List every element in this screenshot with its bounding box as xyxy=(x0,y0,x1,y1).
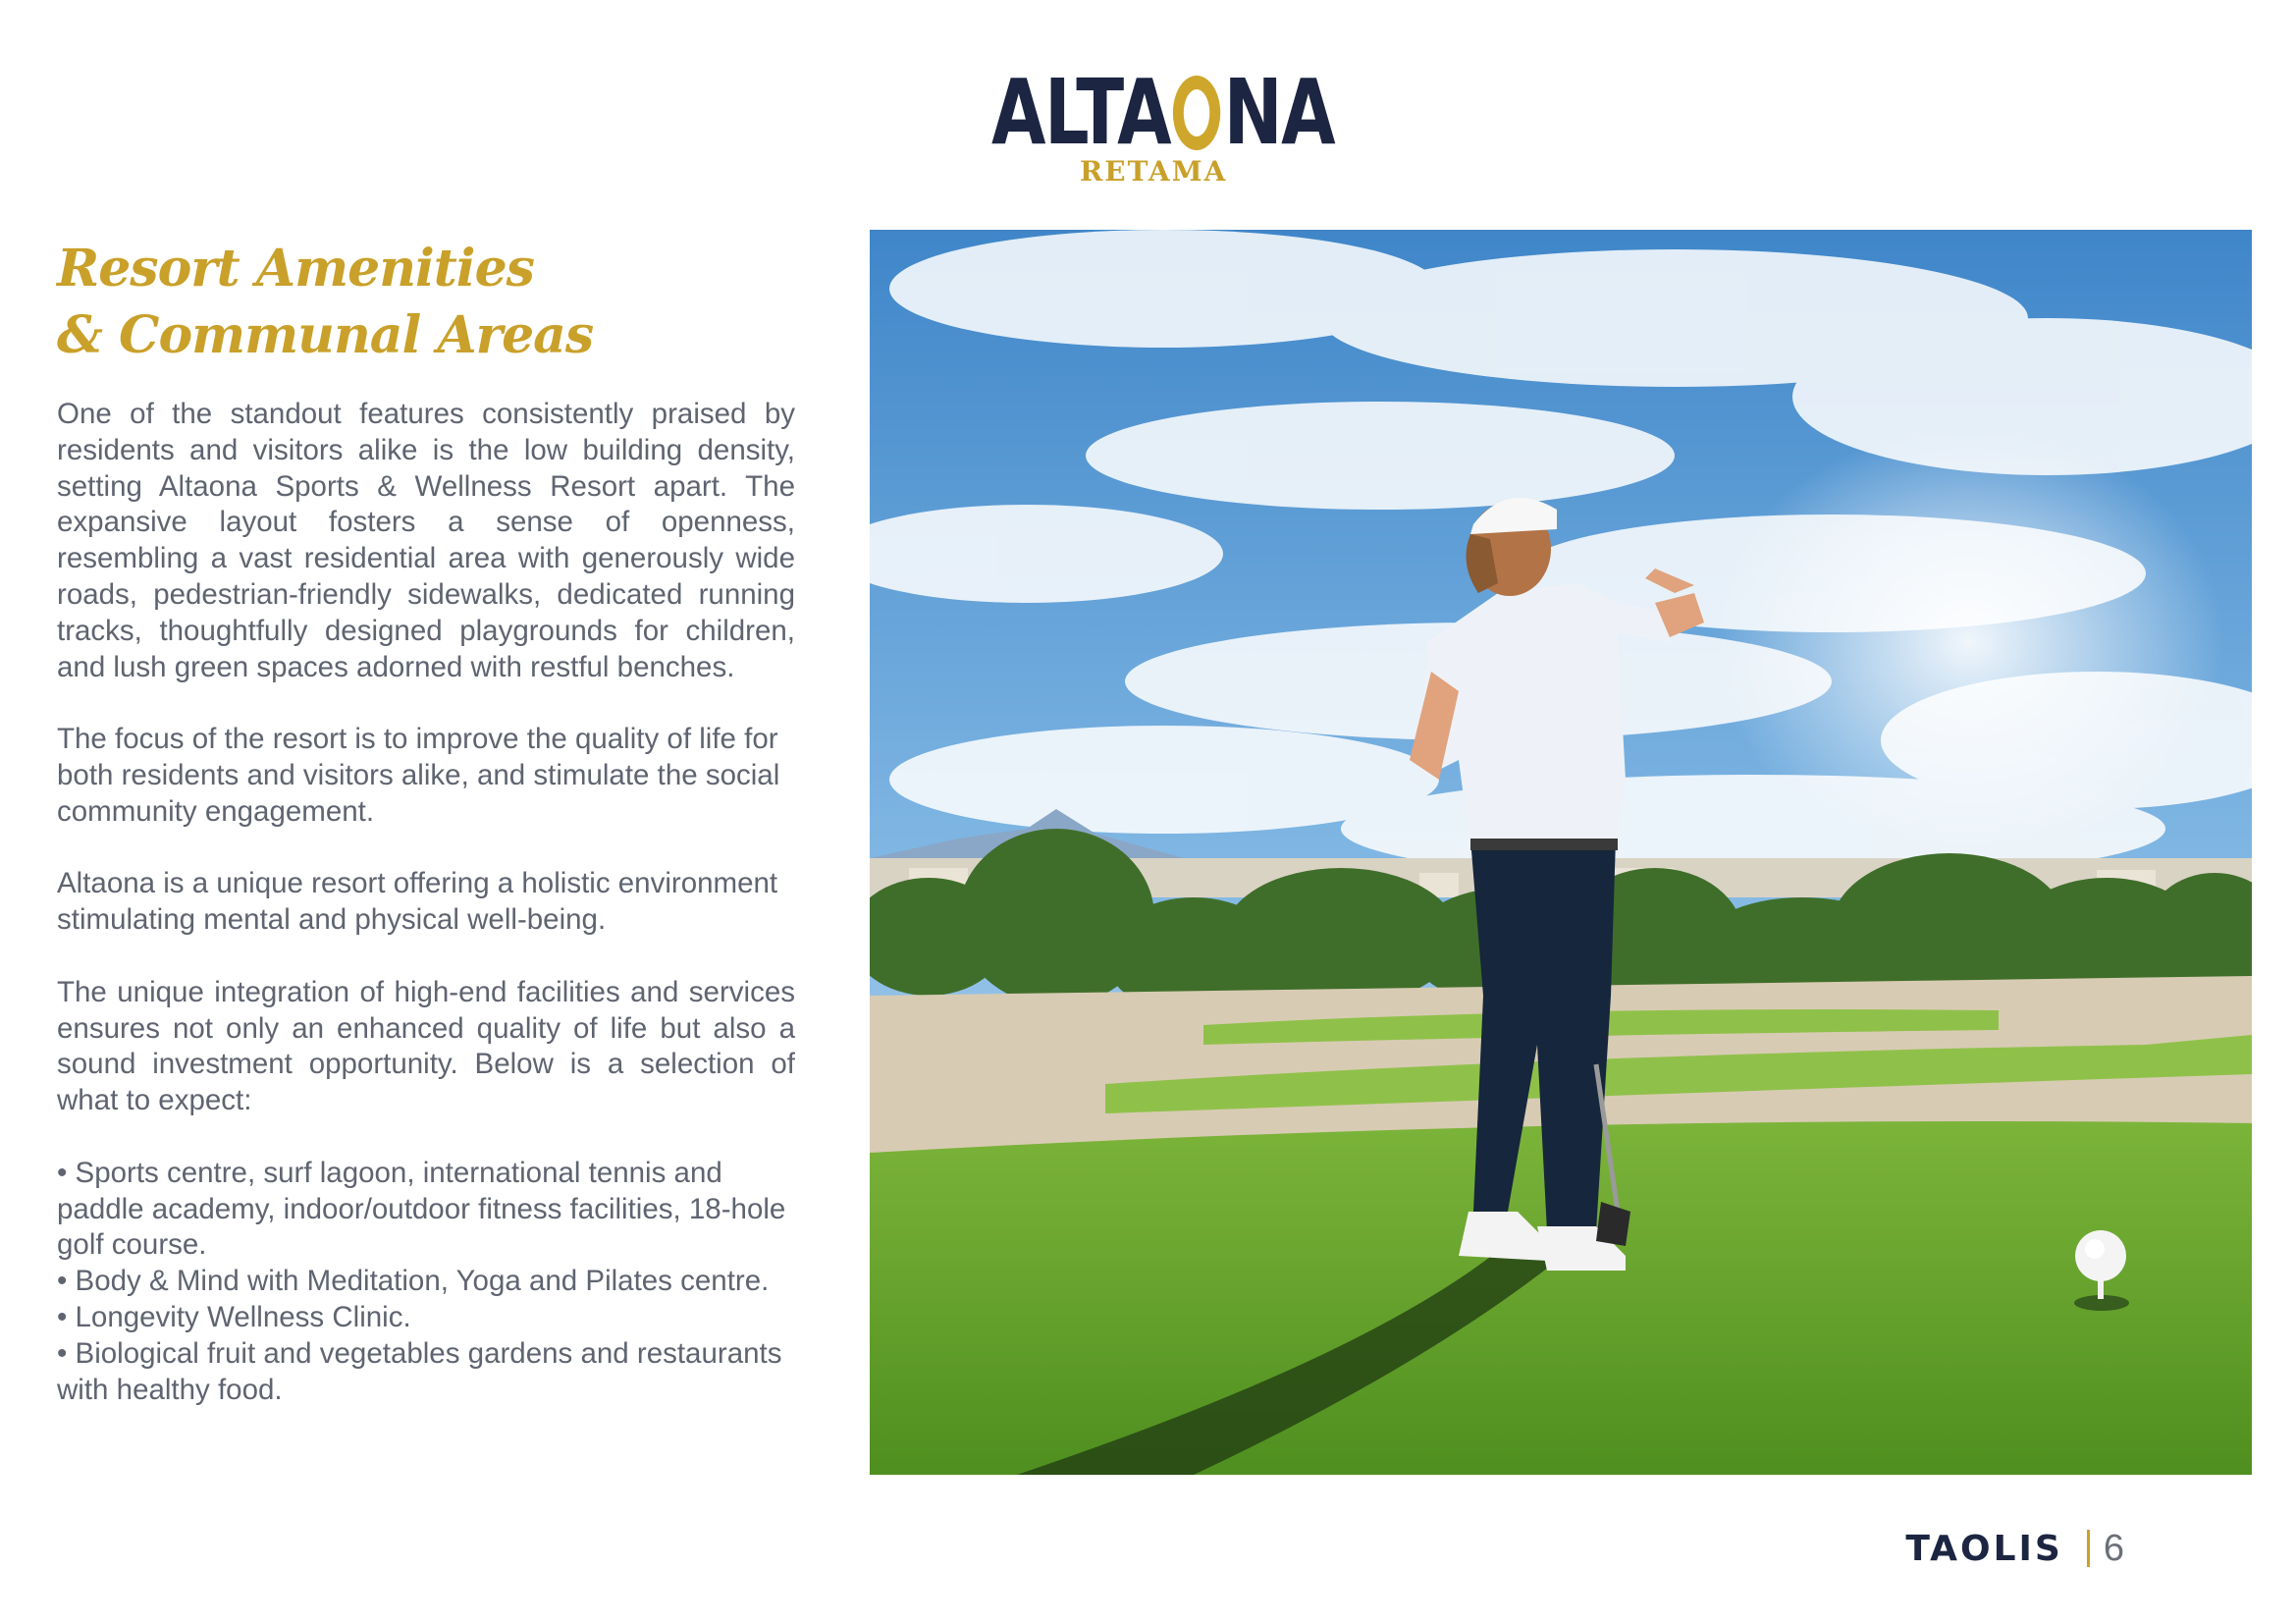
footer-divider xyxy=(2087,1530,2090,1567)
paragraph-1: One of the standout features consistently praised by residents and visitors alike is the low building density, setting Altaona Sports & Wellness Resort apart. The expansive layout fosters a sense of openness, resembling a vast residential area with generously wide roads, pedestrian-friendly sidewalks, dedicated running tracks, thoughtfully designed playgrounds for children, and lush green spaces adorned with restful benches. xyxy=(57,398,795,683)
page-number: 6 xyxy=(2103,1527,2124,1569)
page-footer xyxy=(1905,1524,2124,1573)
amenities-list xyxy=(57,1156,795,1409)
paragraph-4: The unique integration of high-end facilities and services ensures not only an enhanced quality of life but also a sound investment opportunity. Below is a selection of what to expect: xyxy=(57,975,795,1117)
altaona-logo xyxy=(991,60,1335,188)
page-title xyxy=(57,236,823,369)
logo-text-left: ALTA xyxy=(991,60,1171,165)
paragraph-3: Altaona is a unique resort offering a holistic environment stimulating mental and physical well-being. xyxy=(57,867,778,937)
golf-photo xyxy=(870,230,2252,1475)
logo-wordmark xyxy=(991,60,1335,165)
list-item: • Body & Mind with Meditation, Yoga and Pilates centre. xyxy=(57,1265,770,1298)
list-item: • Longevity Wellness Clinic. xyxy=(57,1300,411,1333)
body-text xyxy=(57,397,795,1408)
list-item: • Sports centre, surf lagoon, international tennis and paddle academy, indoor/outdoor fitness facilities, 18-hole golf course. xyxy=(57,1156,786,1262)
paragraph-2: The focus of the resort is to improve the quality of life for both residents and visitors alike, and stimulate the social community engagement. xyxy=(57,723,780,828)
logo-text-right: NA xyxy=(1223,60,1335,165)
page-title-line-2: & Communal Areas xyxy=(57,305,594,365)
footer-brand: TAOLIS xyxy=(1905,1528,2063,1569)
list-item: • Biological fruit and vegetables gardens and restaurants with healthy food. xyxy=(57,1336,782,1406)
logo-subtitle: RETAMA xyxy=(1080,155,1228,188)
logo-ring-icon xyxy=(1173,76,1220,150)
page-title-line-1: Resort Amenities xyxy=(57,239,534,298)
